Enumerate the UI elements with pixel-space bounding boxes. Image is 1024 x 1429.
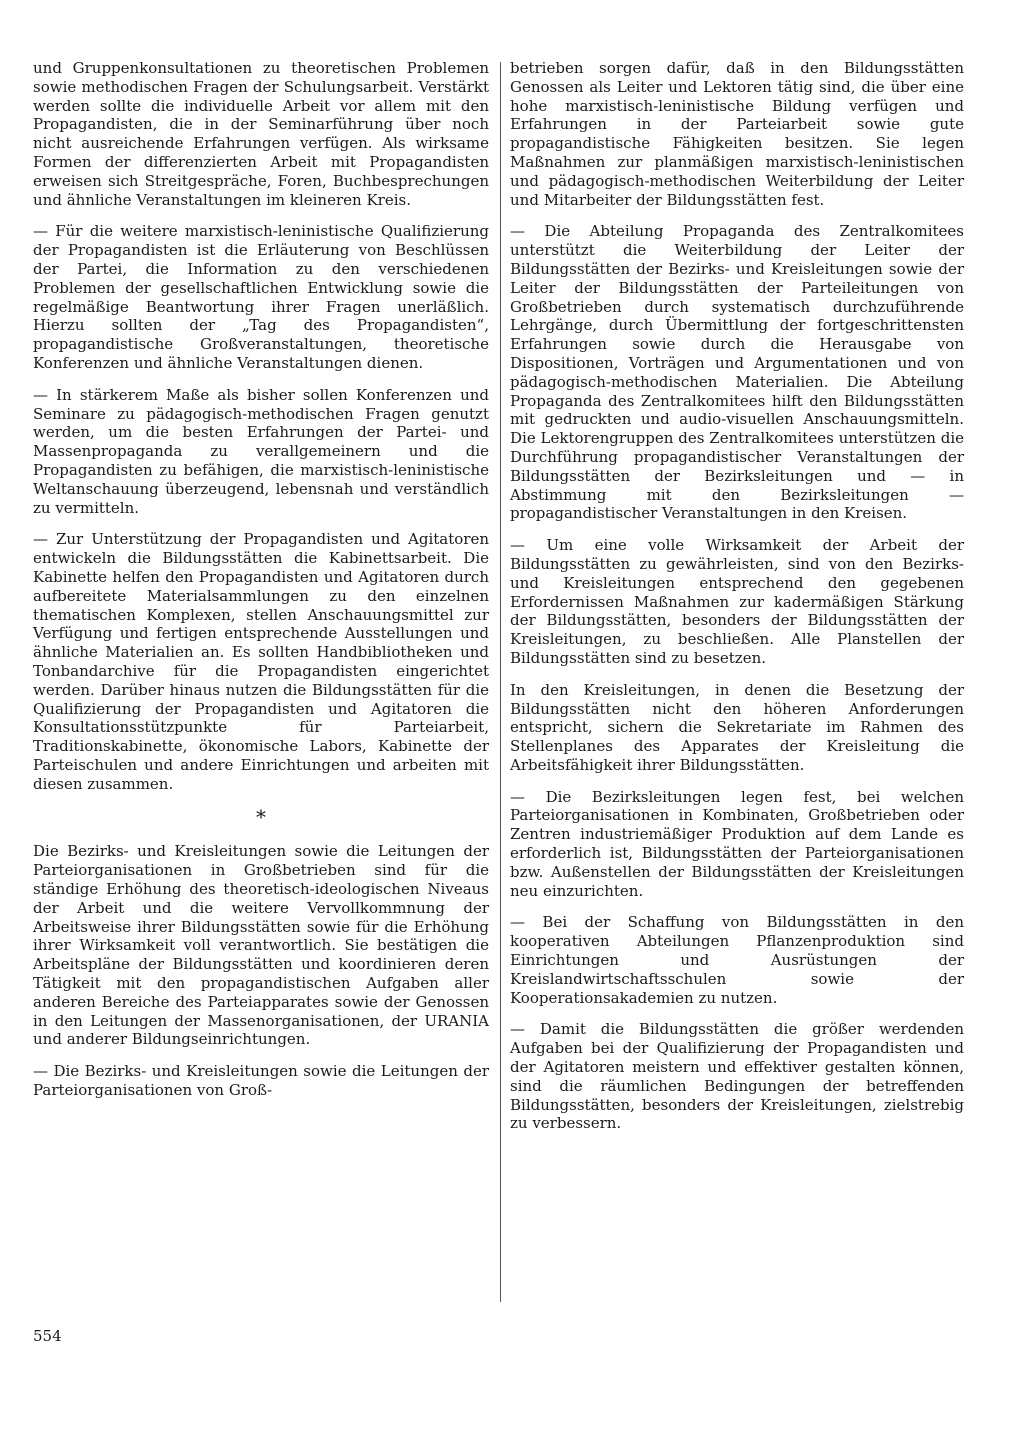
paragraph: — Zur Unterstützung der Propagandisten und Agitatoren entwickeln die Bildungsstätten die Kabinettsarbeit. Die Kabinette helfen den Propagandisten und Agitatoren durch aufbereitete Materialsammlungen zu den einzelnen thematischen Komplexen, stellen Anschauungsmittel zur Verfügung und fertigen entsprechende Ausstellungen und ähnliche Materialien an. Es sollten Handbibliotheken und Tonbandarchive für die Propagandisten eingerichtet werden. Darüber hinaus nutzen die Bildungsstätten für die Qualifizierung der Propagandisten und Agitatoren die Konsultationsstützpunkte für Parteiarbeit, Traditionskabinette, ökonomische Labors, Kabinette der Parteischulen und andere Einrichtungen und arbeiten mit diesen zusammen. — [33, 530, 489, 793]
paragraph: — Bei der Schaffung von Bildungsstätten in den kooperativen Abteilungen Pflanzenproduktion sind Einrichtungen und Ausrüstungen der Kreislandwirtschaftsschulen sowie der Kooperationsakademien zu nutzen. — [510, 913, 964, 1007]
paragraph: — Um eine volle Wirksamkeit der Arbeit der Bildungsstätten zu gewährleisten, sind von den Bezirks- und Kreisleitungen entsprechend den gegebenen Erfordernissen Maßnahmen zur kadermäßigen Stärkung der Bildungsstätten, besonders der Bildungsstätten der Kreisleitungen, zu beschließen. Alle Planstellen der Bildungsstätten sind zu besetzen. — [510, 536, 964, 667]
paragraph: — In stärkerem Maße als bisher sollen Konferenzen und Seminare zu pädagogisch-methodischen Fragen genutzt werden, um die besten Erfahrungen der Partei- und Massenpropaganda zu verallgemeinern und die Propagandisten zu befähigen, die marxistisch-leninistische Weltanschauung überzeugend, lebensnah und verständlich zu vermitteln. — [33, 385, 489, 517]
section-separator-star: * — [256, 805, 266, 830]
page-number: 554 — [33, 1327, 62, 1345]
paragraph: — Die Abteilung Propaganda des Zentralkomitees unterstützt die Weiterbildung der Leiter der Bildungsstätten der Bezirks- und Kreisleitungen sowie der Leiter der Bildungsstätten der Parteileitungen von Großbetrieben durch systematisch durchzuführende Lehrgänge, durch Übermittlung der fortgeschrittensten Erfahrungen sowie durch die Herausgabe von Dispositionen, Vorträgen und Argumentationen und von pädagogisch-methodischen Materialien. Die Abteilung Propaganda des Zentralkomitees hilft den Bildungsstätten mit gedruckten und audio-visuellen Anschauungsmitteln. Die Lektorengruppen des Zentralkomitees unterstützen die Durchführung propagandistischer Veranstaltungen der Bildungsstätten der Bezirksleitungen und — in Abstimmung mit den Bezirksleitungen — propagandistischer Veranstaltungen in den Kreisen. — [510, 222, 964, 523]
paragraph: — Die Bezirksleitungen legen fest, bei welchen Parteiorganisationen in Kombinaten, Großbetrieben oder Zentren industriemäßiger Produktion auf dem Lande es erforderlich ist, Bildungsstätten der Parteiorganisationen bzw. Außenstellen der Bildungsstätten der Kreisleitungen neu einzurichten. — [510, 787, 964, 900]
paragraph: — Damit die Bildungsstätten die größer werdenden Aufgaben bei der Qualifizierung der Propagandisten und der Agitatoren meistern und effektiver gestalten können, sind die räumlichen Bedingungen der betreffenden Bildungsstätten, besonders der Kreisleitungen, zielstrebig zu verbessern. — [510, 1020, 964, 1133]
paragraph: — Für die weitere marxistisch-leninistische Qualifizierung der Propagandisten ist die Erläuterung von Beschlüssen der Partei, die Information zu den verschiedenen Problemen der gesellschaftlichen Entwicklung sowie die regelmäßige Beantwortung ihrer Fragen unerläßlich. Hierzu sollten der „Tag des Propagandisten“, propagandistische Großveranstaltungen, theoretische Konferenzen und ähnliche Veranstaltungen dienen. — [33, 222, 489, 372]
paragraph: In den Kreisleitungen, in denen die Besetzung der Bildungsstätten nicht den höheren Anforderungen entspricht, sichern die Sekretariate im Rahmen des Stellenplanes des Apparates der Kreisleitung die Arbeitsfähigkeit ihrer Bildungsstätten. — [510, 680, 964, 774]
paragraph: und Gruppenkonsultationen zu theoretischen Problemen sowie methodischen Fragen der Schulungsarbeit. Verstärkt werden sollte die individuelle Arbeit vor allem mit den Propagandisten, die in der Seminarführung über noch nicht ausreichende Erfahrungen verfügen. Als wirksame Formen der differenzierten Arbeit mit Propagandisten erweisen sich Streitgespräche, Foren, Buchbesprechungen und ähnliche Veranstaltungen im kleineren Kreis. — [33, 59, 489, 209]
paragraph: betrieben sorgen dafür, daß in den Bildungsstätten Genossen als Leiter und Lektoren tätig sind, die über eine hohe marxistisch-leninistische Bildung verfügen und Erfahrungen in der Parteiarbeit sowie gute propagandistische Fähigkeiten besitzen. Sie legen Maßnahmen zur planmäßigen marxistisch-leninistischen und pädagogisch-methodischen Weiterbildung der Leiter und Mitarbeiter der Bildungsstätten fest. — [510, 59, 964, 209]
left-column — [33, 59, 489, 1100]
paragraph: Die Bezirks- und Kreisleitungen sowie die Leitungen der Parteiorganisationen in Großbetrieben sind für die ständige Erhöhung des theoretisch-ideologischen Niveaus der Arbeit und die weitere Vervollkommnung der Arbeitsweise ihrer Bildungsstätten sowie für die Erhöhung ihrer Wirksamkeit voll verantwortlich. Sie bestätigen die Arbeitspläne der Bildungsstätten und koordinieren deren Tätigkeit mit den propagandistischen Aufgaben aller anderen Bereiche des Parteiapparates sowie der Genossen in den Leitungen der Massenorganisationen, der URANIA und anderer Bildungseinrichtungen. — [33, 842, 489, 1049]
paragraph: — Die Bezirks- und Kreisleitungen sowie die Leitungen der Parteiorganisationen von Groß- — [33, 1062, 489, 1100]
right-column — [510, 59, 964, 1133]
column-divider — [500, 62, 501, 1302]
